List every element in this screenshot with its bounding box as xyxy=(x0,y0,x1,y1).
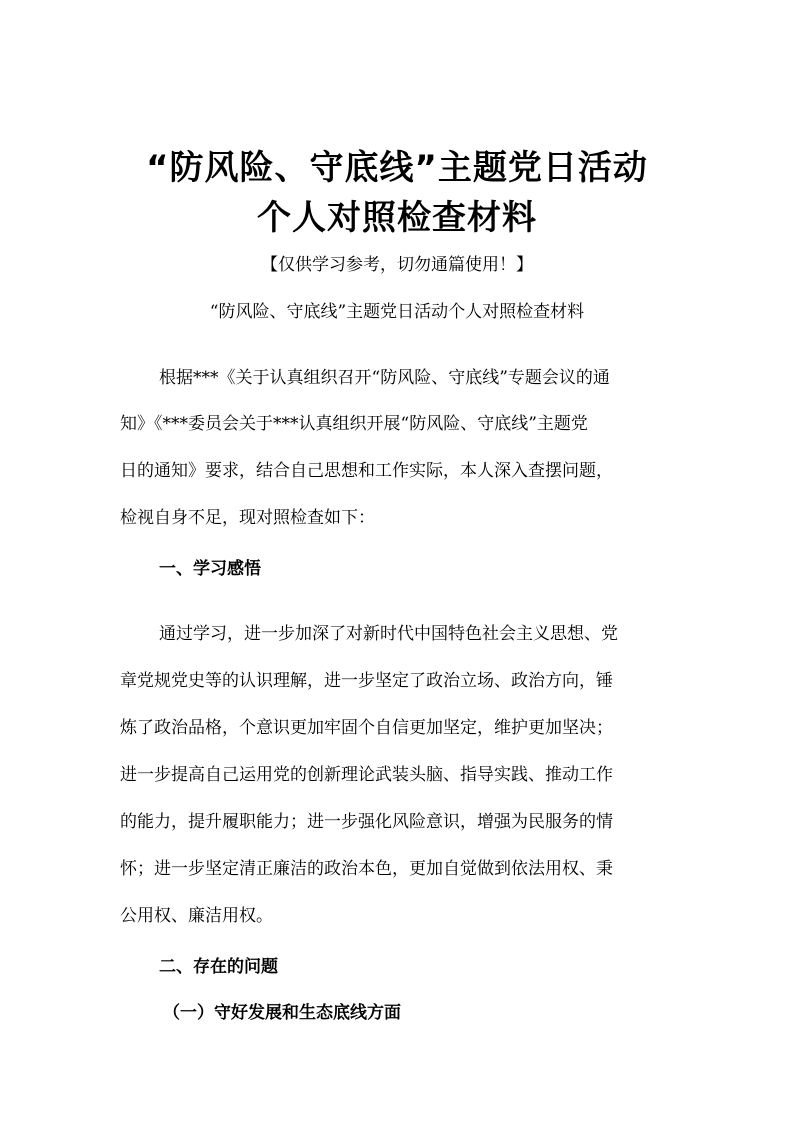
intro-line-1: 根据***《关于认真组织召开“防风险、守底线”专题会议的通 xyxy=(159,368,610,388)
intro-line-3: 日的通知》要求，结合自己思想和工作实际，本人深入查摆问题， xyxy=(120,461,613,481)
usage-note: 【仅供学习参考，切勿通篇使用！】 xyxy=(261,255,533,275)
intro-line-2: 知》《***委员会关于***认真组织开展“防风险、守底线”主题党 xyxy=(120,414,588,434)
section-1-line-6: 怀；进一步坚定清正廉洁的政治本色，更加自觉做到依法用权、秉 xyxy=(120,859,613,879)
section-2-heading: 二、存在的问题 xyxy=(159,957,278,977)
section-1-line-1: 通过学习，进一步加深了对新时代中国特色社会主义思想、党 xyxy=(159,624,618,644)
intro-line-4: 检视自身不足，现对照检查如下： xyxy=(120,508,375,528)
section-1-line-5: 的能力，提升履职能力；进一步强化风险意识，增强为民服务的情 xyxy=(120,812,613,832)
section-1-line-4: 进一步提高自己运用党的创新理论武装头脑、指导实践、推动工作 xyxy=(120,765,613,785)
subtitle: “防风险、守底线”主题党日活动个人对照检查材料 xyxy=(209,302,585,322)
title-line-1: “防风险、守底线”主题党日活动 xyxy=(146,148,648,188)
section-1-line-7: 公用权、廉洁用权。 xyxy=(120,906,273,926)
title-line-2: 个人对照检查材料 xyxy=(257,198,537,238)
section-1-line-3: 炼了政治品格，个意识更加牢固个自信更加坚定，维护更加坚决； xyxy=(120,718,613,738)
section-1-heading: 一、学习感悟 xyxy=(159,559,261,579)
section-2-subheading-1: （一）守好发展和生态底线方面 xyxy=(163,1003,401,1023)
section-1-line-2: 章党规党史等的认识理解，进一步坚定了政治立场、政治方向，锤 xyxy=(120,671,613,691)
